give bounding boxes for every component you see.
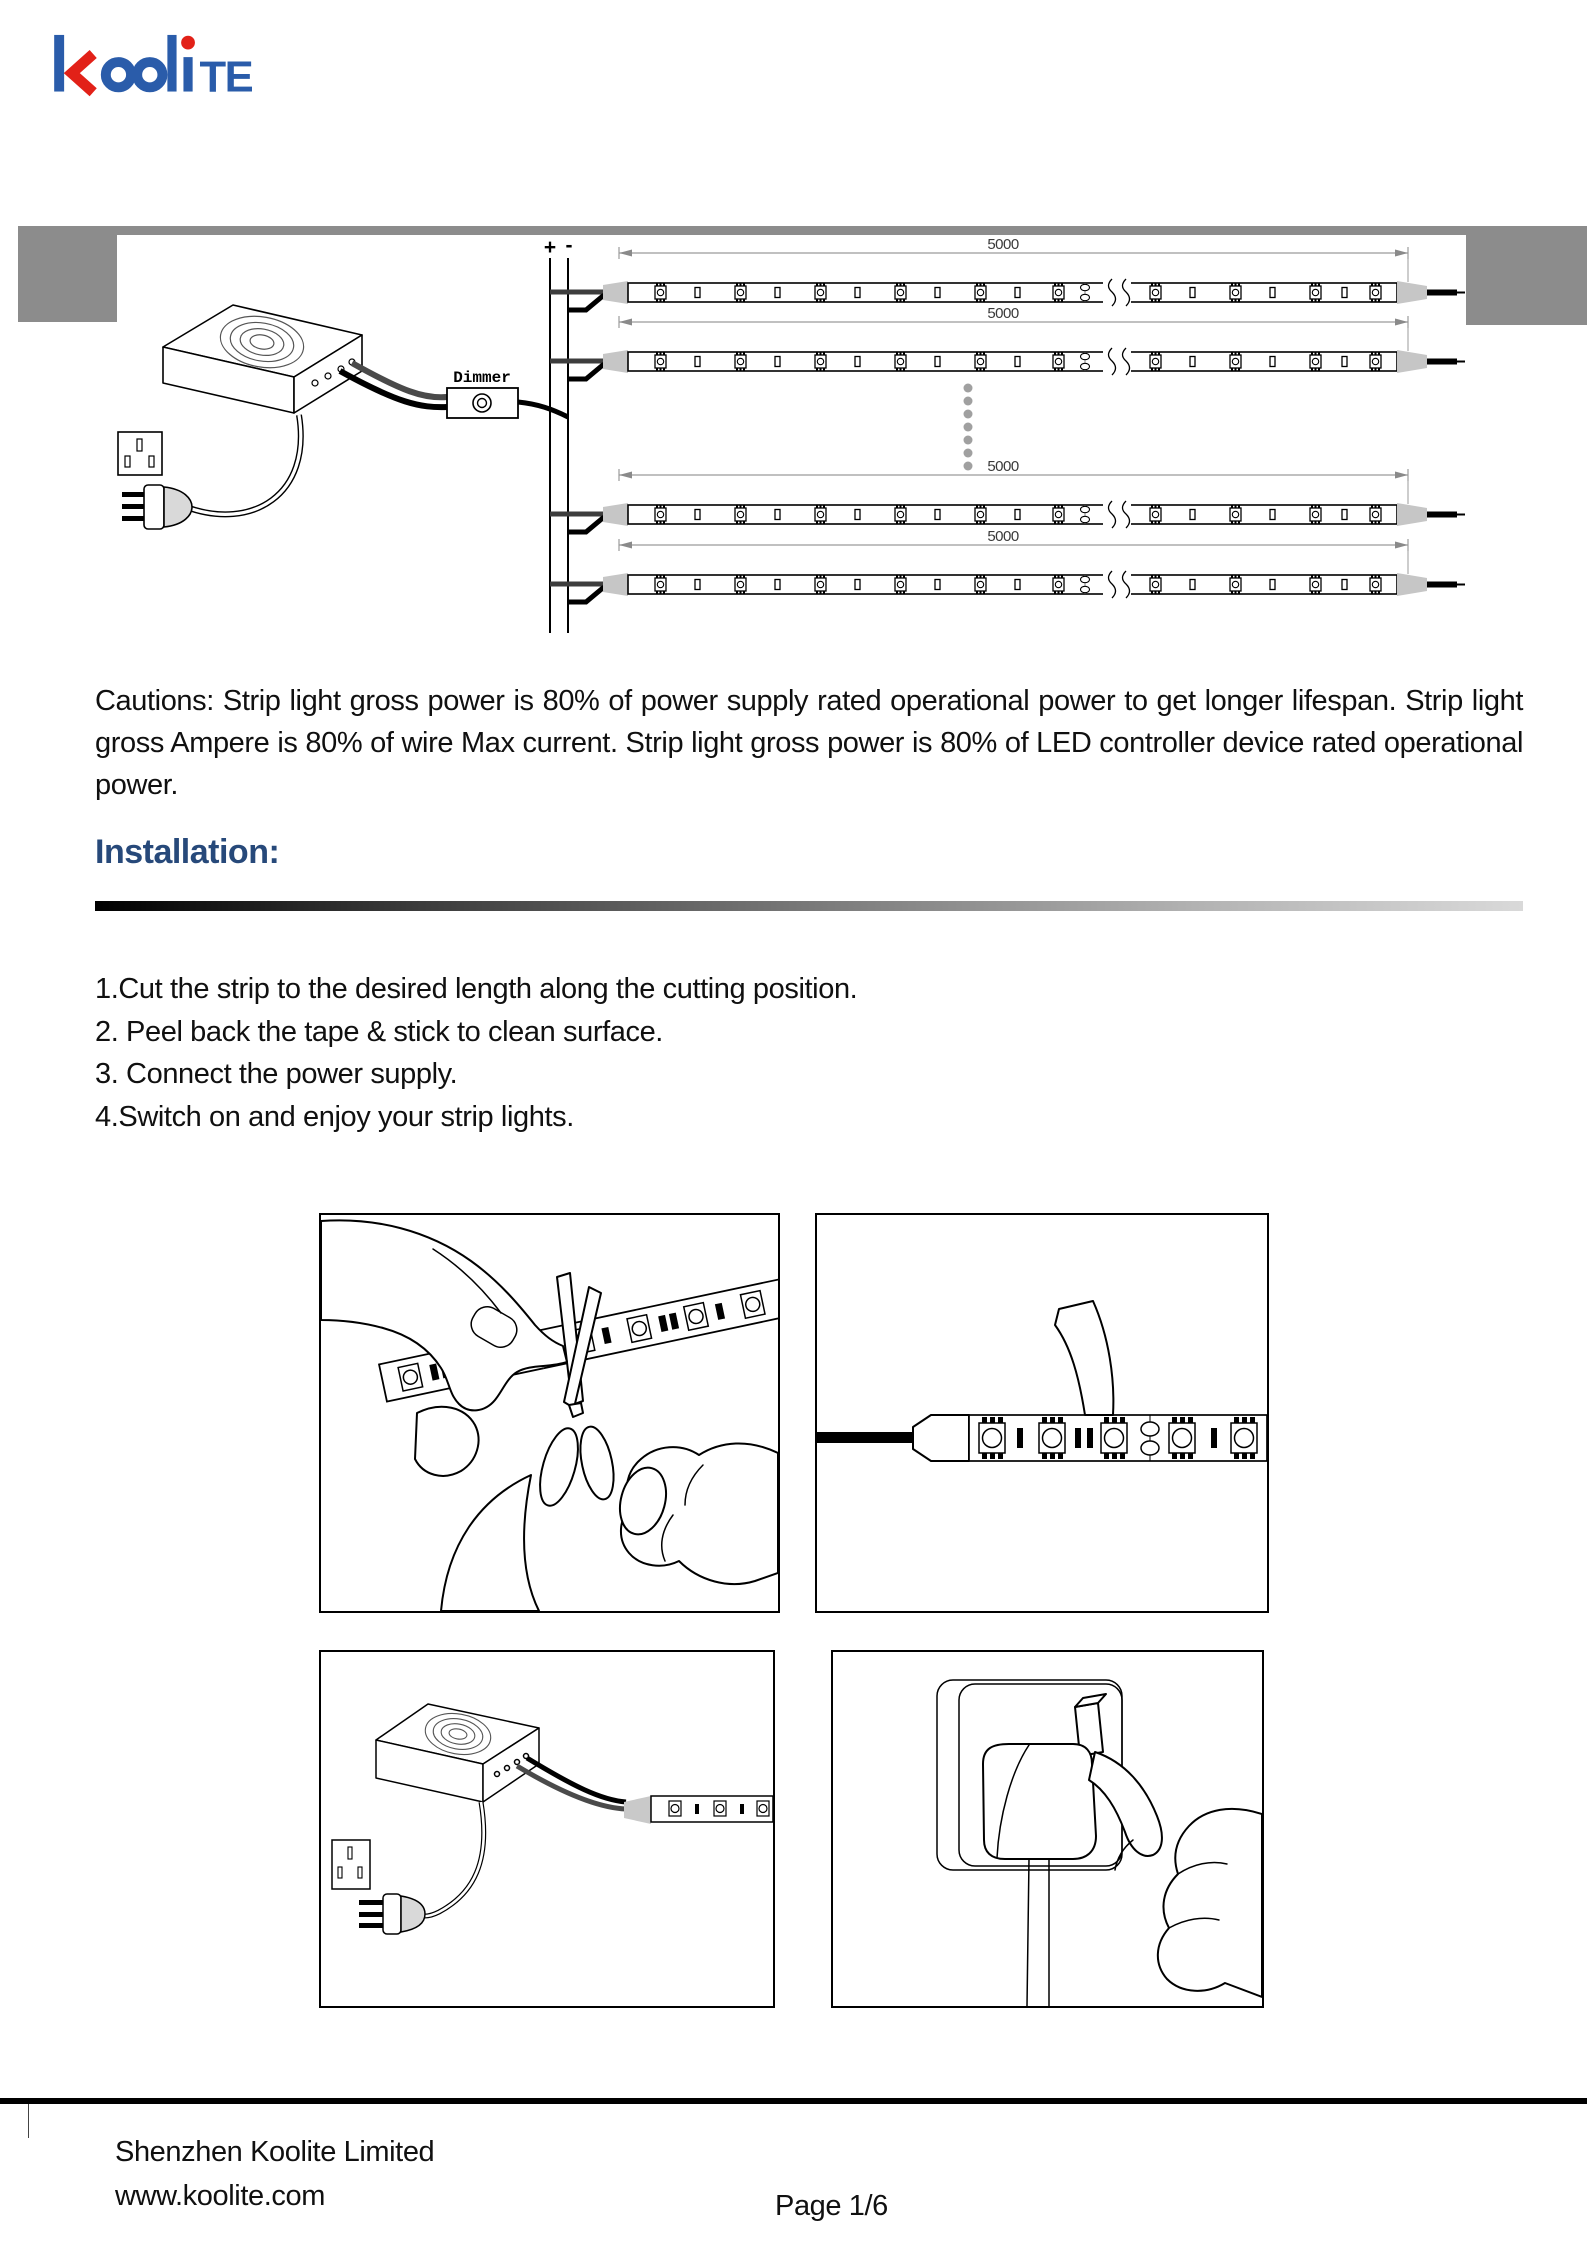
wire-dimmer-bus: [518, 402, 568, 417]
plug-cord: [1027, 1859, 1029, 2006]
divider-gradient-bar: [95, 901, 1523, 911]
ceiling-band: [18, 226, 1587, 235]
ac-plug: [359, 1802, 484, 1934]
peel-tape-drawing: [817, 1215, 1267, 1611]
step-3: 3. Connect the power supply.: [95, 1058, 458, 1090]
wire-black: [340, 371, 447, 407]
footer-rule: [0, 2098, 1587, 2104]
illustration-connect-power: [319, 1650, 775, 2008]
left-gray-block: [18, 226, 117, 322]
logo-k-chevron: [72, 54, 93, 92]
logo-o2: [137, 62, 162, 87]
scissors: [533, 1273, 620, 1510]
logo-l-stem: [167, 35, 176, 92]
connect-power-drawing: [321, 1652, 773, 2006]
power-supply: [376, 1704, 539, 1802]
dim-label-4: 5000: [987, 528, 1019, 545]
wire-gray: [352, 363, 447, 397]
cut-strip-drawing: [321, 1215, 778, 1611]
logo-k-stem: [54, 35, 64, 92]
footer-tick: [28, 2104, 29, 2138]
strip-row-2: [550, 316, 1465, 379]
installation-heading: Installation:: [95, 833, 280, 871]
strip-connector: [913, 1415, 969, 1461]
logo-te-text: TE: [199, 53, 253, 100]
hand: [1089, 1752, 1262, 1997]
plug: [983, 1744, 1096, 2006]
right-hand: [613, 1443, 778, 1584]
logo-i-stem: [183, 57, 192, 91]
wall-outlet: [332, 1840, 370, 1889]
peeled-tape: [1055, 1301, 1113, 1415]
power-supply: [163, 305, 362, 413]
strip-row-4: [550, 539, 1465, 602]
wiring-diagram: [0, 155, 1587, 655]
bus-minus-label: -: [565, 234, 573, 257]
dim-label-2: 5000: [987, 305, 1019, 322]
led-strip: [624, 1796, 773, 1824]
footer-company: Shenzhen Koolite Limited: [115, 2136, 435, 2168]
installation-steps: [95, 968, 857, 1138]
left-hand: [321, 1220, 567, 1611]
koolite-logo: [45, 28, 263, 100]
strip-row-1: [550, 247, 1465, 310]
dim-label-3: 5000: [987, 458, 1019, 475]
illustration-cut-strip: [319, 1213, 780, 1613]
scissors-pivot: [569, 1403, 583, 1417]
footer-page-number: Page 1/6: [775, 2190, 888, 2222]
right-gray-block: [1466, 226, 1587, 325]
dim-label-1: 5000: [987, 236, 1019, 253]
wall-outlet: [118, 432, 162, 475]
continuation-dots: [964, 384, 973, 471]
wire-gray: [517, 1766, 626, 1809]
footer-website: www.koolite.com: [115, 2180, 325, 2212]
illustration-plug-in: [831, 1650, 1264, 2008]
strip-row-3: [550, 469, 1465, 532]
logo-o1: [106, 62, 131, 87]
plug-in-drawing: [833, 1652, 1262, 2006]
dimmer-label: Dimmer: [453, 369, 511, 387]
logo-i-dot: [181, 36, 195, 50]
illustration-peel-tape: [815, 1213, 1269, 1613]
step-4: 4.Switch on and enjoy your strip lights.: [95, 1100, 574, 1133]
bus-plus-label: +: [543, 236, 557, 259]
step-2: 2. Peel back the tape & stick to clean surface.: [95, 1015, 663, 1048]
power-lead: [817, 1432, 913, 1443]
step-1: 1.Cut the strip to the desired length along the cutting position.: [95, 973, 858, 1005]
cautions-paragraph: Cautions: Strip light gross power is 80% of power supply rated operational power to get longer lifespan. Strip light gross Ampere is 80% of wire Max current. Strip light gross power is 80% of LED controller device rated operational power.: [95, 685, 1523, 801]
